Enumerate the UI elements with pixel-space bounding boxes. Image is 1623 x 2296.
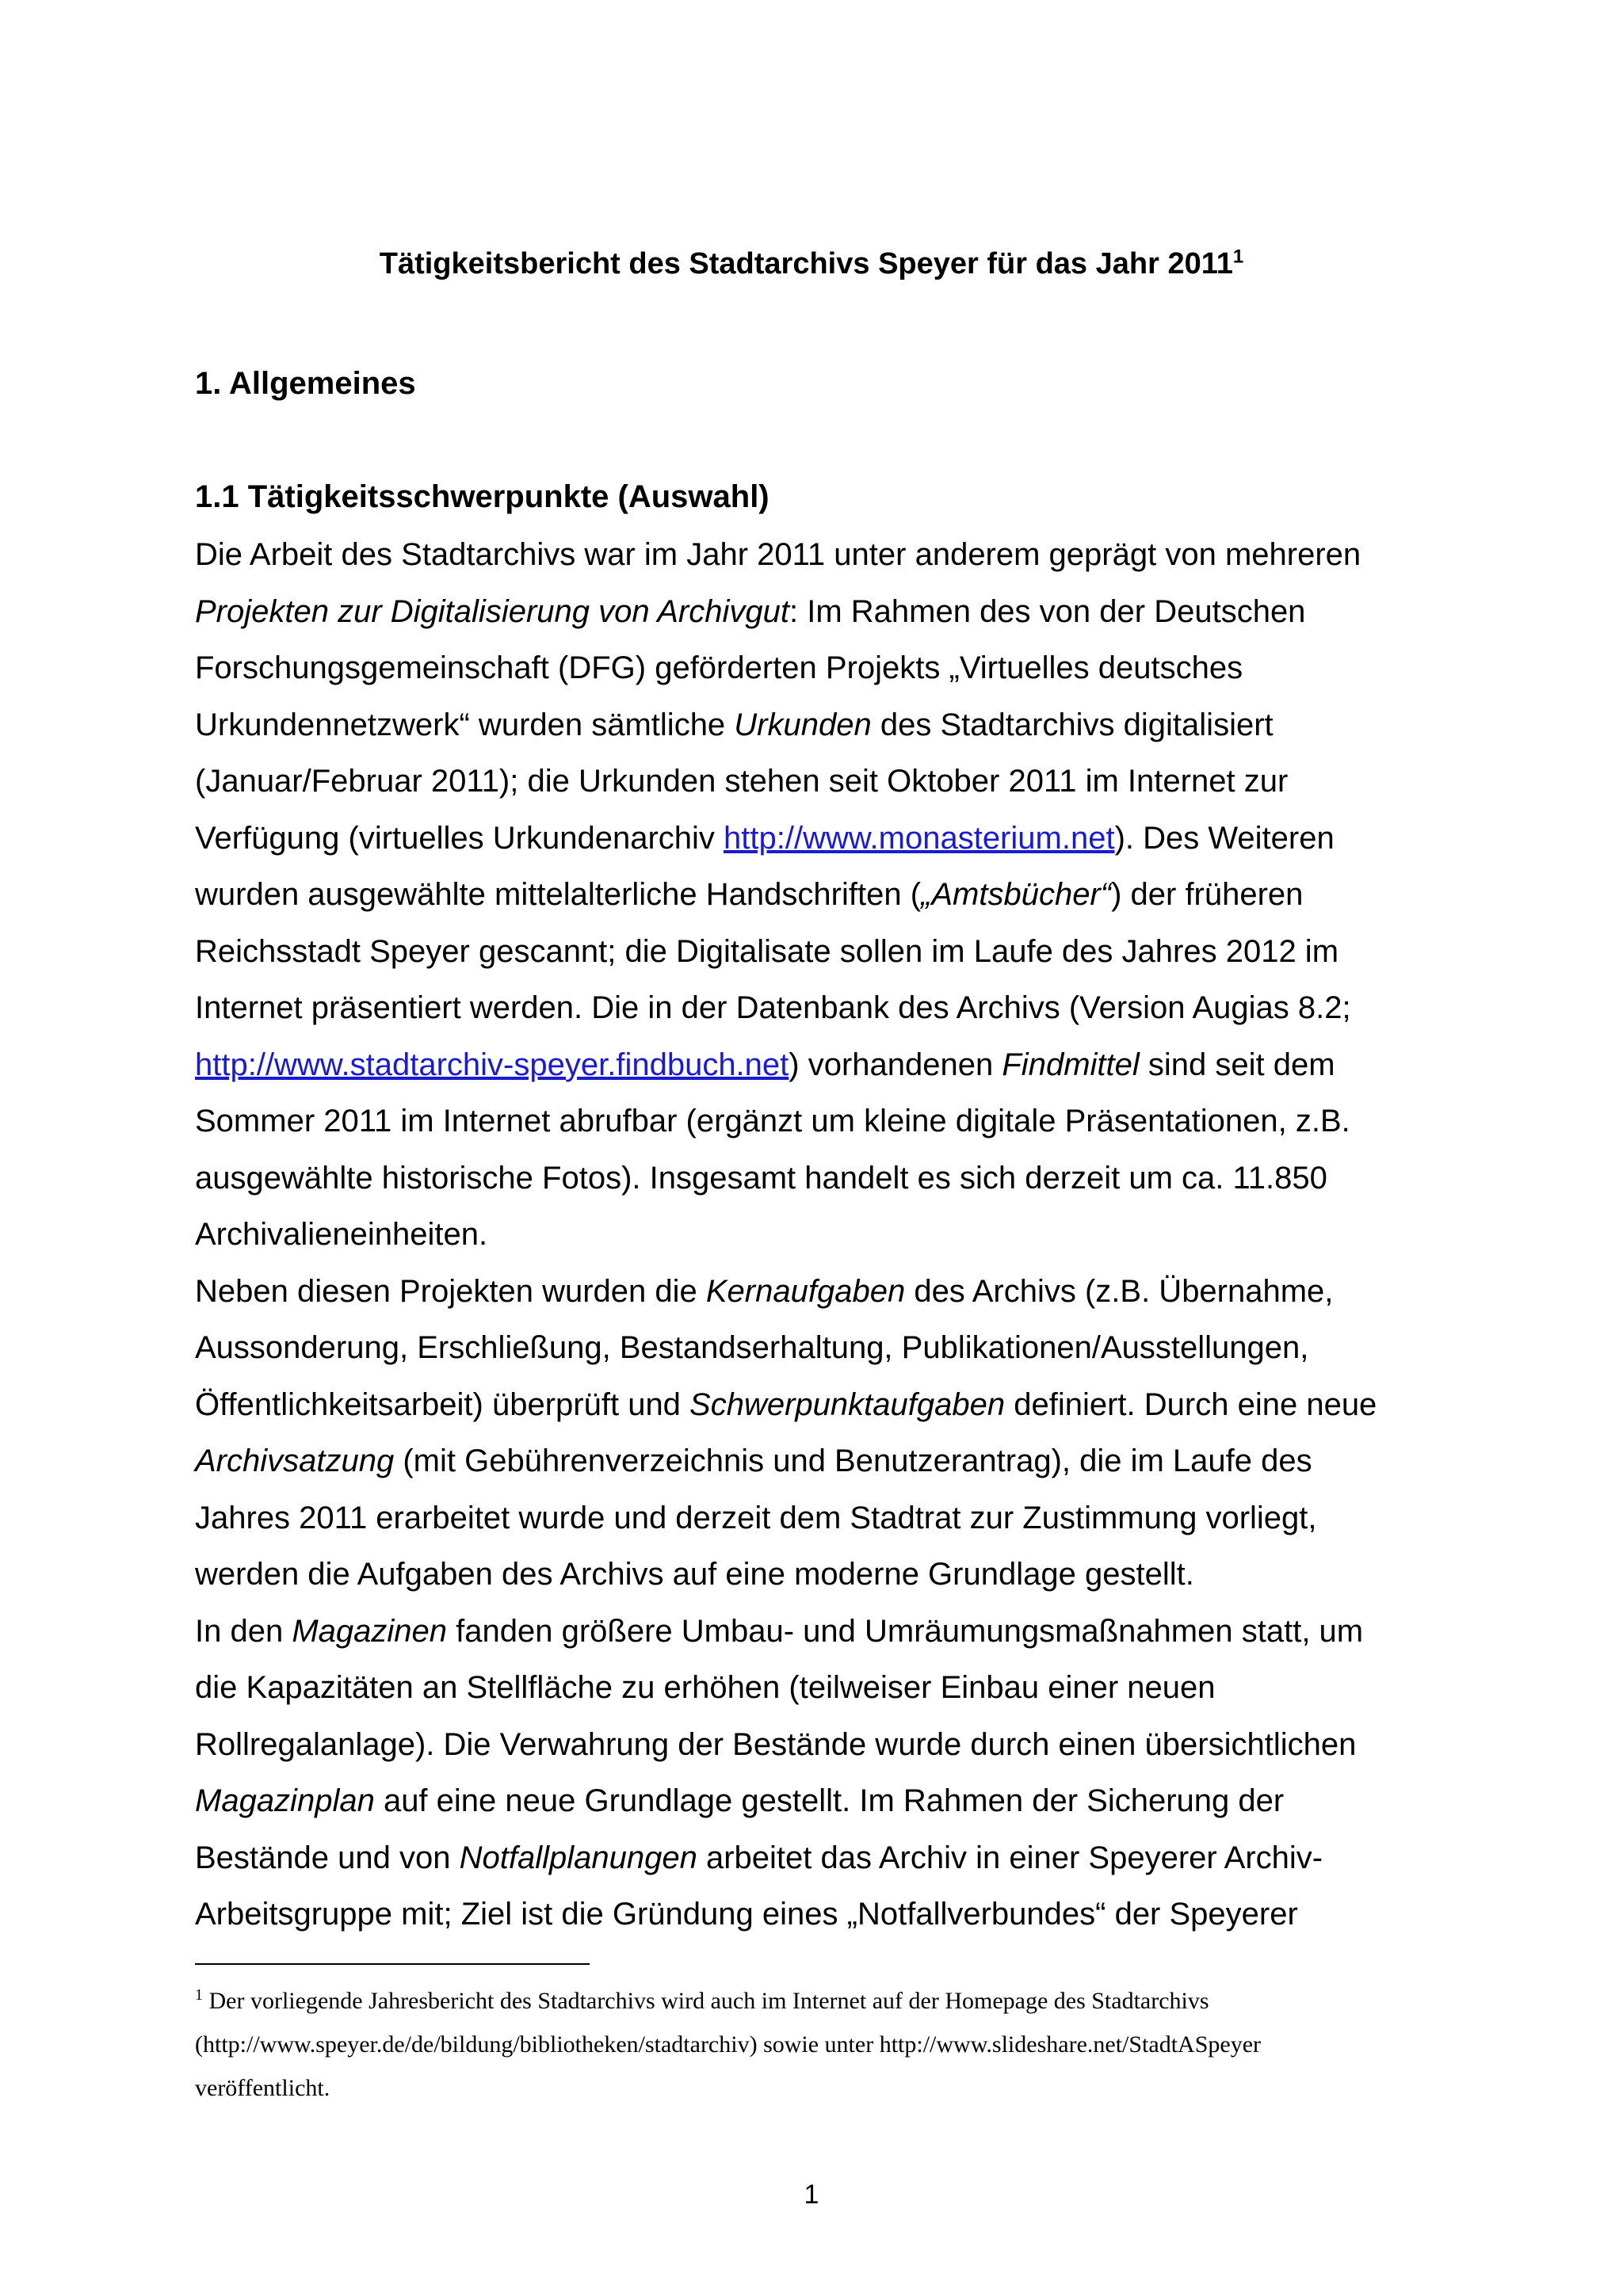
emphasized-text: Archivsatzung [195, 1444, 395, 1478]
footnote-line [195, 1979, 1463, 2023]
body-line [195, 1320, 1455, 1377]
text-run: Urkundennetzwerk“ wurden sämtliche [195, 707, 735, 742]
text-run: auf eine neue Grundlage gestellt. Im Rahmen der Sicherung der [374, 1783, 1285, 1818]
text-run: ) der früheren [1111, 877, 1304, 912]
body-line [195, 527, 1455, 584]
emphasized-text: Magazinen [292, 1613, 448, 1649]
footnote-separator [195, 1963, 590, 1965]
text-run: Internet präsentiert werden. Die in der Datenbank des Archivs (Version Augias 8.2; [195, 990, 1351, 1025]
text-run: Bestände und von [195, 1840, 460, 1875]
document-title-text: Tätigkeitsbericht des Stadtarchivs Speyer für das Jahr 2011 [379, 247, 1233, 280]
body-line [195, 1264, 1455, 1321]
hyperlink[interactable]: http://www.stadtarchiv-speyer.findbuch.net [195, 1047, 789, 1082]
text-run: fanden größere Umbau- und Umräumungsmaßnahmen statt, um [447, 1613, 1364, 1649]
body-line [195, 1433, 1455, 1490]
text-run: werden die Aufgaben des Archivs auf eine moderne Grundlage gestellt. [195, 1557, 1194, 1592]
body-text [195, 527, 1455, 1943]
text-run: Jahres 2011 erarbeitet wurde und derzeit dem Stadtrat zur Zustimmung vorliegt, [195, 1500, 1317, 1535]
body-line [195, 1490, 1455, 1547]
body-line [195, 1547, 1455, 1604]
body-line [195, 1093, 1455, 1150]
text-run: definiert. Durch eine neue [1005, 1386, 1377, 1422]
body-line [195, 1773, 1455, 1830]
text-run: Archivalieneinheiten. [195, 1217, 488, 1252]
text-run: Neben diesen Projekten wurden die [195, 1273, 706, 1309]
text-run: (Januar/Februar 2011); die Urkunden stehen seit Oktober 2011 im Internet zur [195, 764, 1289, 799]
emphasized-text: „Amtsbücher“ [921, 877, 1112, 912]
emphasized-text: Projekten zur Digitalisierung von Archivgut [195, 593, 789, 629]
text-run: arbeitet das Archiv in einer Speyerer Archiv- [697, 1840, 1323, 1875]
text-run: Arbeitsgruppe mit; Ziel ist die Gründung eines „Notfallverbundes“ der Speyerer [195, 1897, 1298, 1932]
document-title [0, 244, 1623, 284]
body-line [195, 1037, 1455, 1094]
emphasized-text: Schwerpunktaufgaben [689, 1386, 1006, 1422]
section-heading: 1. Allgemeines [195, 366, 416, 401]
footnote-reference[interactable]: 1 [1232, 246, 1244, 268]
footnote-line-text: Der vorliegende Jahresbericht des Stadtarchivs wird auch im Internet auf der Homepage des Stadtarchivs [203, 1988, 1209, 2014]
hyperlink[interactable]: http://www.monasterium.net [724, 820, 1115, 856]
body-line [195, 1207, 1455, 1264]
footnote-line: veröffentlicht. [195, 2075, 330, 2101]
text-run: die Kapazitäten an Stellfläche zu erhöhen (teilweiser Einbau einer neuen [195, 1670, 1216, 1705]
text-run: In den [195, 1613, 292, 1649]
footnote [195, 1979, 1463, 2110]
body-line [195, 1717, 1455, 1774]
body-line [195, 1886, 1455, 1943]
body-line [195, 1377, 1455, 1434]
text-run: Reichsstadt Speyer gescannt; die Digitalisate sollen im Laufe des Jahres 2012 im [195, 933, 1339, 969]
text-run: wurden ausgewählte mittelalterliche Handschriften ( [195, 877, 922, 912]
body-line [195, 867, 1455, 924]
body-line [195, 924, 1455, 981]
text-run: Die Arbeit des Stadtarchivs war im Jahr 2011 unter anderem geprägt von mehreren [195, 537, 1361, 572]
emphasized-text: Notfallplanungen [459, 1840, 697, 1875]
page-number: 1 [804, 2180, 819, 2210]
footnote-marker: 1 [195, 1986, 203, 2004]
body-line [195, 1604, 1455, 1661]
body-line [195, 640, 1455, 697]
text-run: Forschungsgemeinschaft (DFG) geförderten Projekts „Virtuelles deutsches [195, 650, 1243, 685]
footnote-line: (http://www.speyer.de/de/bildung/bibliotheken/stadtarchiv) sowie unter http://www.slideshare.net/StadtASpeyer [195, 2031, 1262, 2058]
text-run: Öffentlichkeitsarbeit) überprüft und [195, 1386, 690, 1422]
text-run: Sommer 2011 im Internet abrufbar (ergänzt um kleine digitale Präsentationen, z.B. [195, 1104, 1350, 1138]
body-line [195, 584, 1455, 641]
body-line [195, 753, 1455, 810]
text-run: Verfügung (virtuelles Urkundenarchiv [195, 820, 724, 856]
body-line [195, 810, 1455, 868]
text-run: Rollregalanlage). Die Verwahrung der Bestände wurde durch einen übersichtlichen [195, 1726, 1357, 1762]
text-run: des Stadtarchivs digitalisiert [871, 707, 1274, 742]
text-run: ). Des Weiteren [1114, 820, 1335, 856]
body-line [195, 1660, 1455, 1717]
emphasized-text: Findmittel [1002, 1047, 1140, 1082]
body-line [195, 1830, 1455, 1887]
body-line [195, 697, 1455, 754]
text-run: ) vorhandenen [789, 1047, 1002, 1082]
emphasized-text: Urkunden [734, 707, 872, 742]
text-run: : Im Rahmen des von der Deutschen [789, 593, 1306, 629]
body-line [195, 1150, 1455, 1207]
subsection-heading: 1.1 Tätigkeitsschwerpunkte (Auswahl) [195, 479, 769, 514]
emphasized-text: Kernaufgaben [705, 1273, 906, 1309]
body-line [195, 980, 1455, 1037]
emphasized-text: Magazinplan [195, 1783, 375, 1818]
text-run: sind seit dem [1139, 1047, 1335, 1082]
text-run: (mit Gebührenverzeichnis und Benutzerantrag), die im Laufe des [394, 1444, 1312, 1478]
text-run: Aussonderung, Erschließung, Bestandserhaltung, Publikationen/Ausstellungen, [195, 1330, 1309, 1365]
text-run: des Archivs (z.B. Übernahme, [905, 1273, 1334, 1309]
text-run: ausgewählte historische Fotos). Insgesamt handelt es sich derzeit um ca. 11.850 [195, 1160, 1327, 1196]
